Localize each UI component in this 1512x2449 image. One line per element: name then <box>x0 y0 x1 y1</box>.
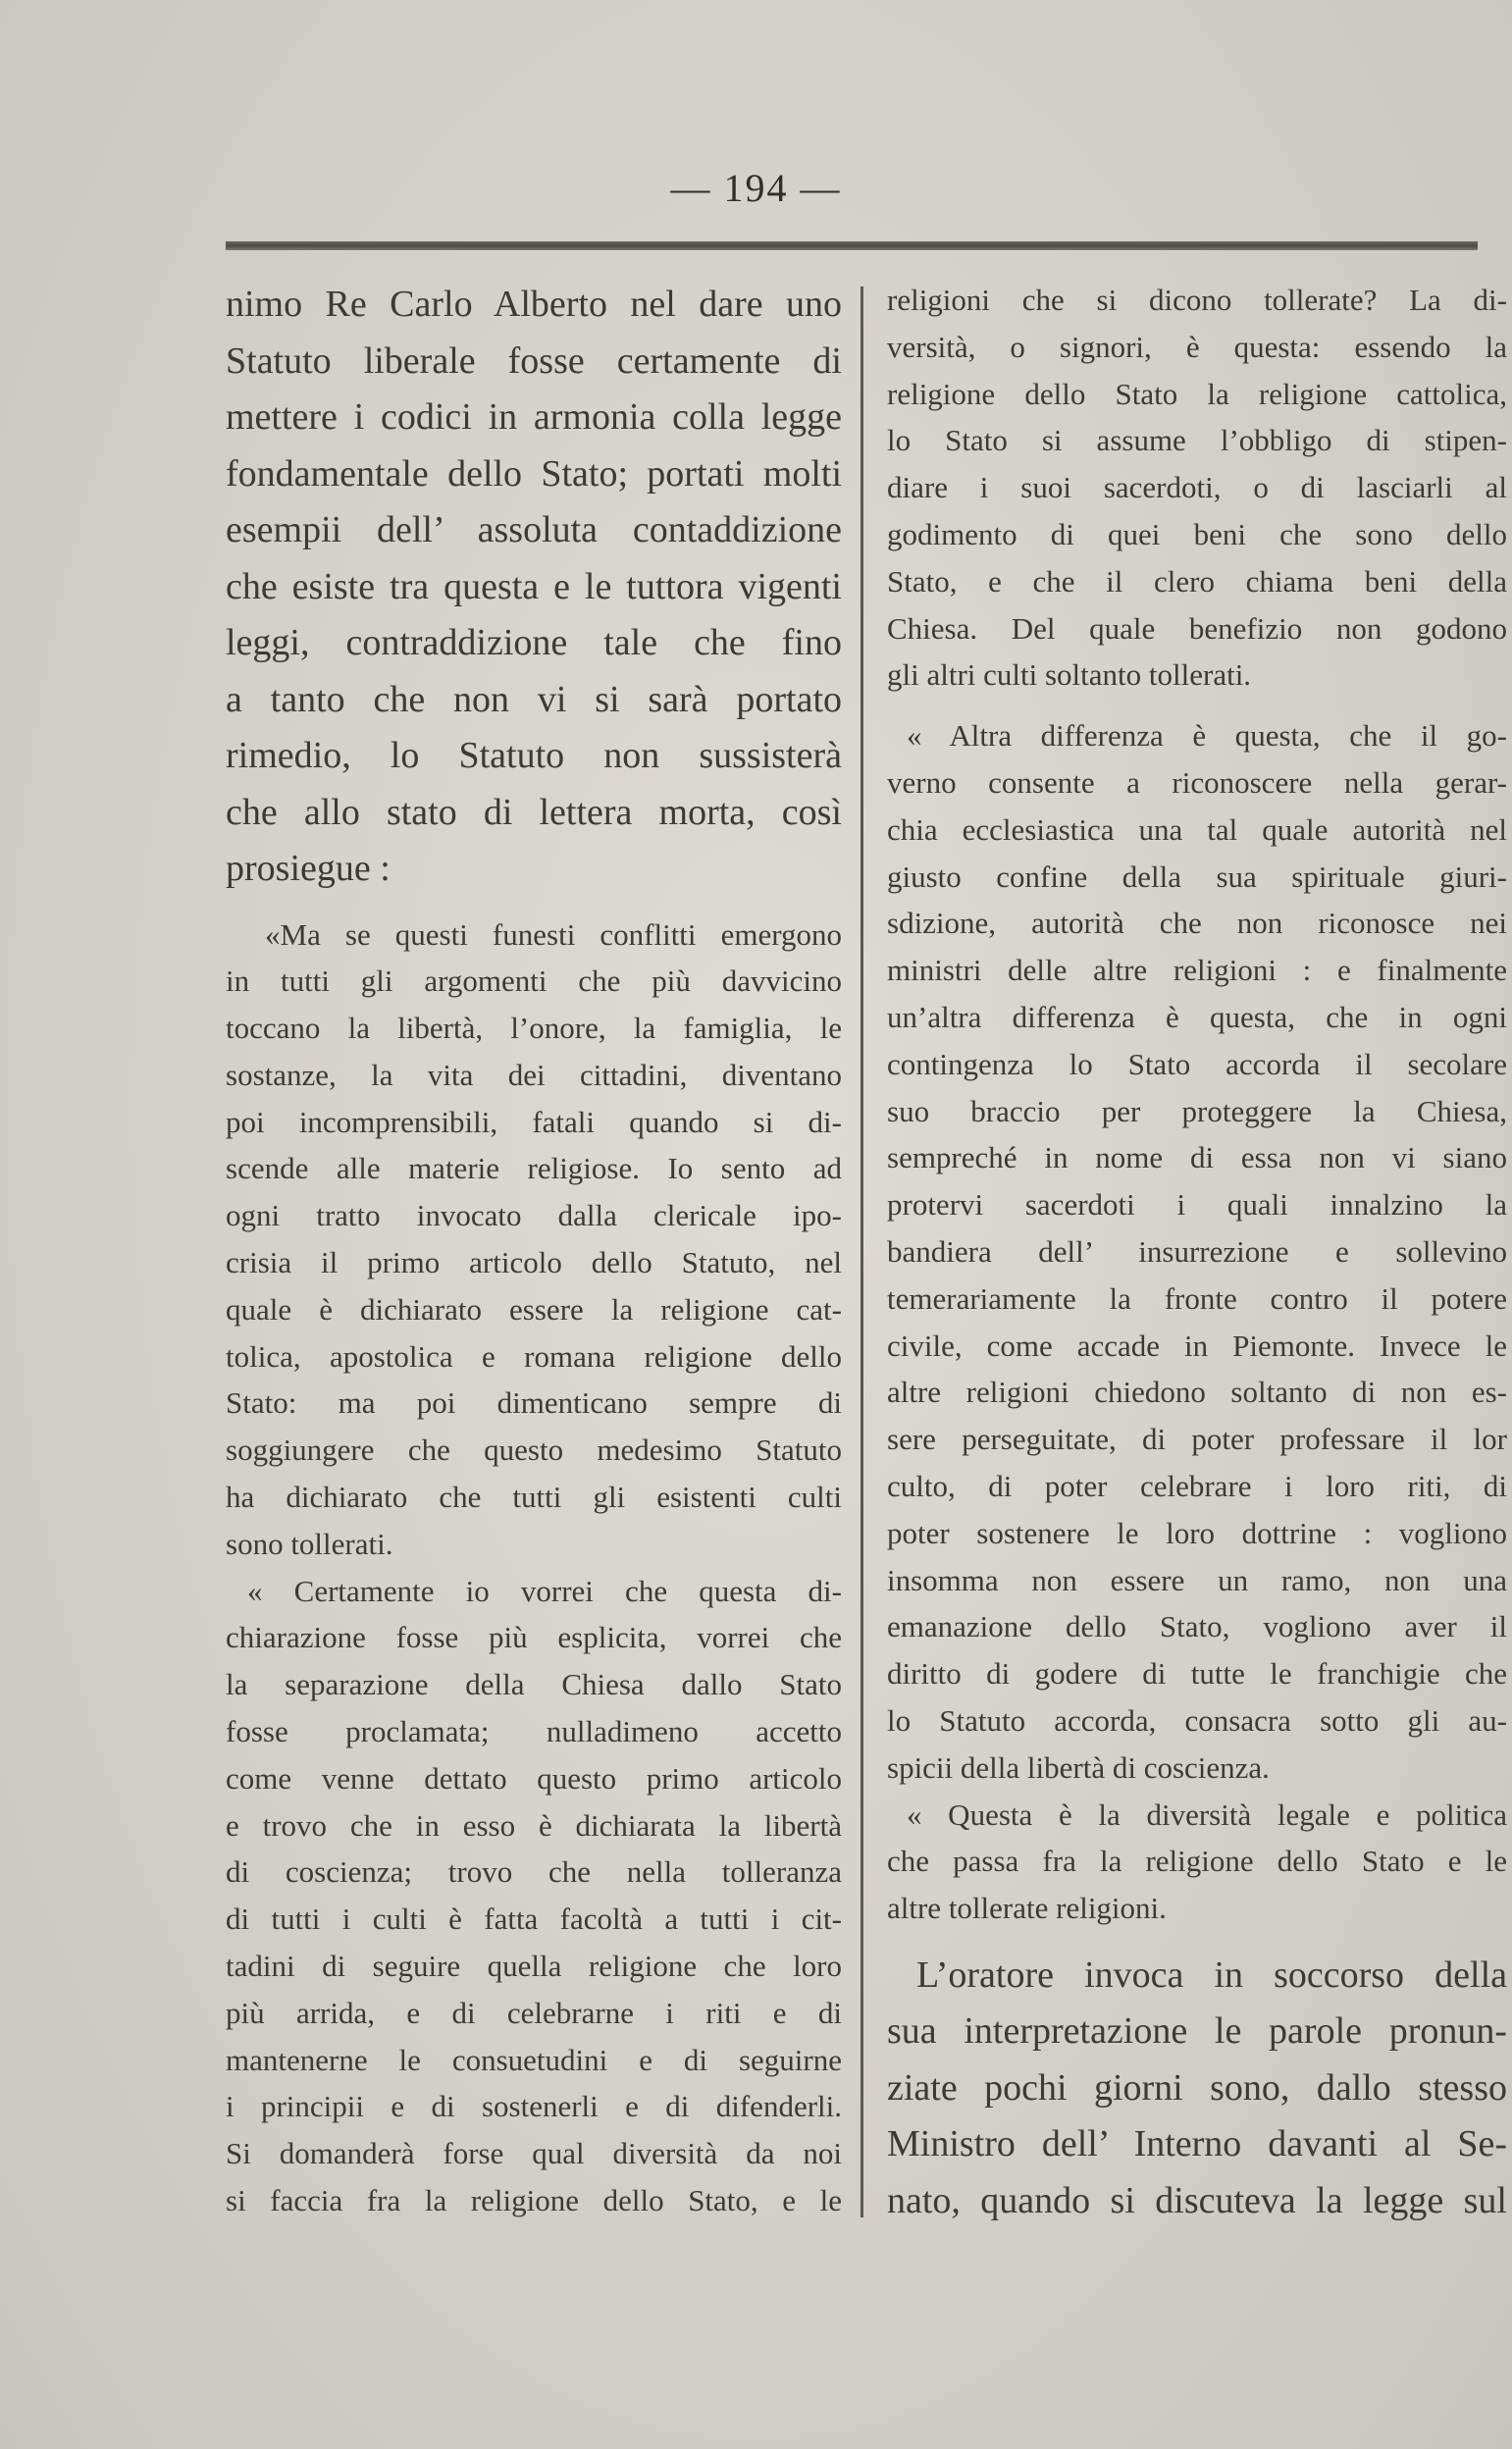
text-line: sostanze, la vita dei cittadini, diventano <box>226 1057 842 1092</box>
text-line: protervi sacerdoti i quali innalzino la <box>887 1187 1507 1223</box>
text-line: poter sostenere le loro dottrine : vogliono <box>887 1515 1507 1550</box>
text-line: sua interpretazione le parole pronun- <box>887 2010 1507 2053</box>
text-line: leggi, contraddizione tale che fino <box>226 622 842 663</box>
text-line: a tanto che non vi si sarà portato <box>226 678 842 720</box>
quote-paragraph-2 <box>226 1568 842 2224</box>
intro-paragraph <box>226 277 842 898</box>
text-line: L’oratore invoca in soccorso della <box>916 1954 1507 1996</box>
text-line: temerariamente la fronte contro il potere <box>887 1280 1507 1316</box>
text-line: tadini di seguire quella religione che loro <box>226 1949 842 1984</box>
text-line: si faccia fra la religione dello Stato, e le <box>226 2183 842 2218</box>
text-line: la separazione della Chiesa dallo Stato <box>226 1667 842 1702</box>
text-line: sempreché in nome di essa non vi siano <box>887 1140 1507 1175</box>
text-line: gli altri culti soltanto tollerati. <box>887 657 1252 693</box>
text-line: un’altra differenza è questa, che in ogni <box>887 999 1507 1034</box>
text-line: esempii dell’ assoluta contaddizione <box>226 509 842 550</box>
text-line: Chiesa. Del quale benefizio non godono <box>887 610 1507 646</box>
text-line: Statuto liberale fosse certamente di <box>226 339 842 382</box>
text-line: toccano la libertà, l’onore, la famiglia, le <box>226 1011 842 1046</box>
paragraph-1 <box>887 277 1507 699</box>
text-line: altre tollerate religioni. <box>887 1891 1167 1926</box>
left-column <box>226 277 842 2224</box>
paragraph-3 <box>887 1792 1507 1932</box>
text-line: giusto confine della sua spirituale giuri- <box>887 859 1507 894</box>
text-line: i principii e di sostenerli e di difenderli. <box>226 2089 842 2124</box>
text-line: Ministro dell’ Interno davanti al Se- <box>887 2123 1507 2165</box>
text-line: rimedio, lo Statuto non sussisterà <box>226 735 842 776</box>
text-line: e trovo che in esso è dichiarata la libertà <box>226 1807 842 1843</box>
text-line: « Altra differenza è questa, che il go- <box>907 718 1507 754</box>
right-column <box>887 277 1507 2229</box>
text-line: mettere i codici in armonia colla legge <box>226 396 842 438</box>
text-line: godimento di quei beni che sono dello <box>887 516 1507 551</box>
text-line: ministri delle altre religioni : e finalmente <box>887 953 1507 988</box>
text-line: soggiungere che questo medesimo Statuto <box>226 1433 842 1468</box>
text-line: civile, come accade in Piemonte. Invece le <box>887 1328 1507 1363</box>
text-line: insomma non essere un ramo, non una <box>887 1562 1507 1597</box>
text-line: Stato: ma poi dimenticano sempre di <box>226 1385 842 1421</box>
text-line: sdizione, autorità che non riconosce nei <box>887 906 1507 941</box>
column-divider <box>860 287 863 2217</box>
text-line: sere perseguitate, di poter professare il lor <box>887 1422 1507 1457</box>
text-line: suo braccio per proteggere la Chiesa, <box>887 1093 1507 1128</box>
text-line: prosiegue : <box>226 848 391 889</box>
text-line: come venne dettato questo primo articolo <box>226 1760 842 1796</box>
text-line: Si domanderà forse qual diversità da noi <box>226 2136 842 2171</box>
text-line: nimo Re Carlo Alberto nel dare uno <box>226 284 842 325</box>
text-line: religione dello Stato la religione cattolica, <box>887 376 1507 411</box>
text-line: crisia il primo articolo dello Statuto, nel <box>226 1245 842 1280</box>
text-line: di tutti i culti è fatta facoltà a tutti i cit- <box>226 1902 842 1937</box>
text-line: emanazione dello Stato, vogliono aver il <box>887 1609 1507 1644</box>
text-line: ha dichiarato che tutti gli esistenti culti <box>226 1480 842 1515</box>
text-line: che esiste tra questa e le tuttora vigenti <box>226 565 842 607</box>
text-line: contingenza lo Stato accorda il secolare <box>887 1046 1507 1081</box>
text-line: chia ecclesiastica una tal quale autorità nel <box>887 811 1507 847</box>
text-line: altre religioni chiedono soltanto di non es- <box>887 1375 1507 1410</box>
header-rule <box>226 241 1478 250</box>
text-line: spicii della libertà di coscienza. <box>887 1749 1270 1785</box>
paragraph-2 <box>887 712 1507 1791</box>
text-line: bandiera dell’ insurrezione e sollevino <box>887 1233 1507 1269</box>
text-line: « Questa è la diversità legale e politica <box>907 1797 1507 1832</box>
text-line: «Ma se questi funesti conflitti emergono <box>265 916 842 952</box>
text-line: sono tollerati. <box>226 1526 393 1561</box>
text-line: che passa fra la religione dello Stato e le <box>887 1844 1507 1879</box>
text-line: poi incomprensibili, fatali quando si di- <box>226 1104 842 1139</box>
text-line: fosse proclamata; nulladimeno accetto <box>226 1714 842 1749</box>
page-number: — 194 — <box>670 166 842 210</box>
text-line: scende alle materie religiose. Io sento ad <box>226 1151 842 1186</box>
text-line: Stato, e che il clero chiama beni della <box>887 563 1507 599</box>
text-line: in tutti gli argomenti che più davvicino <box>226 964 842 999</box>
text-line: culto, di poter celebrare i loro riti, di <box>887 1468 1507 1503</box>
paragraph-4 <box>887 1948 1507 2230</box>
text-line: nato, quando si discuteva la legge sul <box>887 2179 1507 2221</box>
text-line: versità, o signori, è questa: essendo la <box>887 329 1507 364</box>
text-line: fondamentale dello Stato; portati molti <box>226 452 842 495</box>
text-line: religioni che si dicono tollerate? La di- <box>887 283 1507 317</box>
text-line: mantenerne le consuetudini e di seguirne <box>226 2042 842 2077</box>
text-line: più arrida, e di celebrarne i riti e di <box>226 1995 842 2030</box>
text-line: ziate pochi giorni sono, dallo stesso <box>887 2066 1507 2109</box>
text-line: lo Statuto accorda, consacra sotto gli au- <box>887 1702 1507 1738</box>
text-line: ogni tratto invocato dalla clericale ipo- <box>226 1198 842 1233</box>
text-line: diritto di godere di tutte le franchigie che <box>887 1656 1507 1692</box>
text-line: « Certamente io vorrei che questa di- <box>247 1573 842 1608</box>
text-line: verno consente a riconoscere nella gerar- <box>887 764 1507 800</box>
quote-paragraph-1 <box>226 912 842 1568</box>
text-line: diare i suoi sacerdoti, o di lasciarli al <box>887 470 1507 505</box>
text-line: tolica, apostolica e romana religione dello <box>226 1338 842 1374</box>
text-line: quale è dichiarato essere la religione cat- <box>226 1291 842 1327</box>
text-line: di coscienza; trovo che nella tolleranza <box>226 1854 842 1890</box>
text-line: lo Stato si assume l’obbligo di stipen- <box>887 423 1507 458</box>
text-line: chiarazione fosse più esplicita, vorrei che <box>226 1620 842 1655</box>
text-line: che allo stato di lettera morta, così <box>226 791 842 833</box>
